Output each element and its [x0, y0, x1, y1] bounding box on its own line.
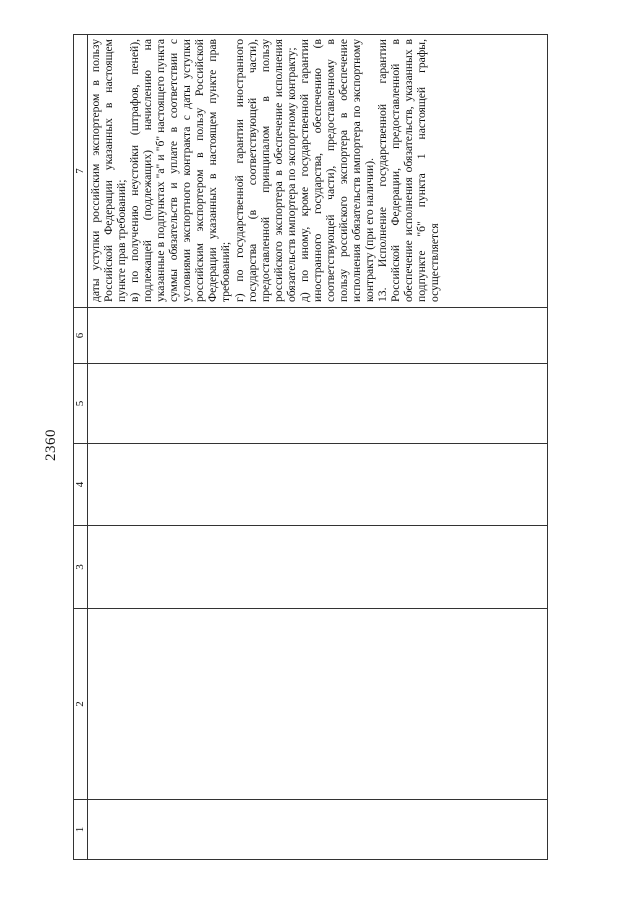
column-header-3: 3: [74, 526, 88, 609]
cell-col-5: [88, 364, 548, 444]
cell-col-7: [88, 35, 548, 308]
paragraph-item-13: 13. Исполнение государственной гарантии Российской Федерации, предоставленной в обеспечение исполнения обязательств, указанных в подпункте "б" пункта 1 настоящей графы, осуществляется: [376, 39, 442, 302]
column-header-4: 4: [74, 444, 88, 526]
column-header-5: 5: [74, 364, 88, 444]
paragraph-rights-transfer-date: даты уступки российским экспортером в пользу Российской Федерации указанных в настоящем пункте прав требований;: [89, 39, 129, 302]
column-header-6: 6: [74, 308, 88, 364]
cell-col-3: [88, 526, 548, 609]
paragraph-item-v: в) по получению неустойки (штрафов, пеней), подлежащей (подлежащих) начислению на указанные в подпунктах "а" и "б" настоящего пункта суммы обязательств и уплате в соответствии с условиями экспортного контракта с даты уступки российским экспортером в пользу Российской Федерации указанных в настоящем пункте прав требований;: [128, 39, 233, 302]
paragraph-item-d: д) по иному, кроме государственной гарантии иностранного государства, обеспечению (в соответствующей части), предоставленному в пользу российского экспортера в обеспечение исполнения обязательств импортера по экспортному контракту (при его наличии).: [297, 39, 376, 302]
paragraph-item-g: г) по государственной гарантии иностранного государства (в соответствующей части), предоставленной принципалом в пользу российского экспортера в обеспечение исполнения обязательств импортера по экспортному контракту;: [232, 39, 298, 302]
column-header-1: 1: [74, 800, 88, 860]
cell-col-6: [88, 308, 548, 364]
cell-col-1: [88, 800, 548, 860]
cell-col-2: [88, 609, 548, 800]
column-number-row: [74, 35, 88, 860]
column-header-7: 7: [74, 35, 88, 308]
page-number: 2360: [43, 429, 59, 461]
column-header-2: 2: [74, 609, 88, 800]
rotated-page: [43, 35, 546, 860]
table-row: [88, 35, 548, 860]
guarantee-table: [73, 34, 548, 860]
cell-col-4: [88, 444, 548, 526]
